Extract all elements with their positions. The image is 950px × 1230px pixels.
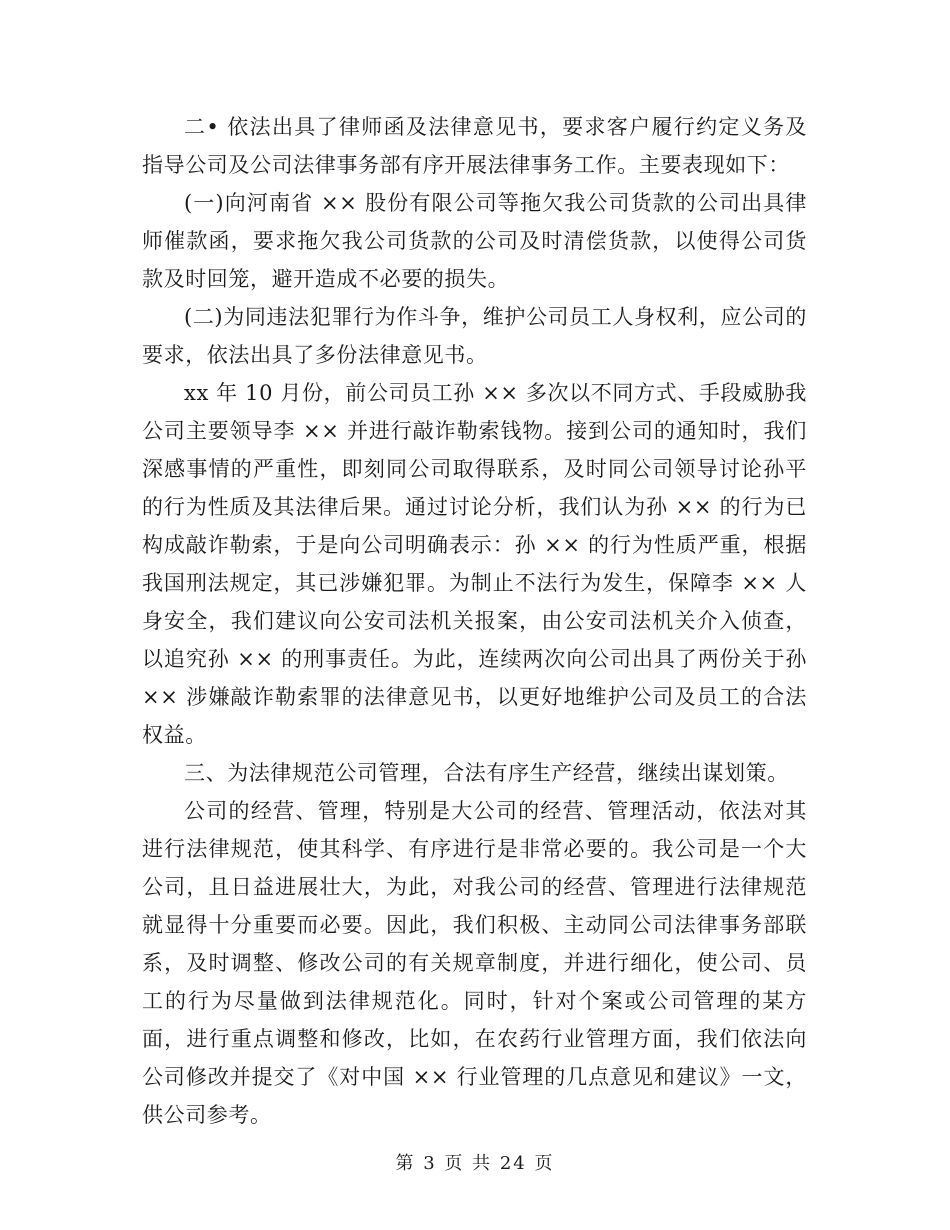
paragraph-section-three: 三、为法律规范公司管理，合法有序生产经营，继续出谋划策。 <box>184 761 789 785</box>
paragraph-item-one: (一)向河南省 ×× 股份有限公司等拖欠我公司货款的公司出具律师催款函，要求拖欠我公司货款的公司及时清偿货款，以使得公司货款及时回笼，避开造成不必要的损失。 <box>142 191 807 291</box>
paragraph-item-two: (二)为同违法犯罪行为作斗争，维护公司员工人身权利，应公司的要求，依法出具了多份法律意见书。 <box>142 305 807 367</box>
paragraph-case-detail: xx 年 10 月份，前公司员工孙 ×× 多次以不同方式、手段威胁我公司主要领导李 ×× 并进行敲诈勒索钱物。接到公司的通知时，我们深感事情的严重性，即刻同公司取得联系，及时同公司领导讨论孙平的行为性质及其法律后果。通过讨论分析，我们认为孙 ×× 的行为已构成敲诈勒索，于是向公司明确表示：孙 ×× 的行为性质严重，根据我国刑法规定，其已涉嫌犯罪。为制止不法行为发生，保障李 ×× 人身安全，我们建议向公安司法机关报案，由公安司法机关介入侦查，以追究孙 ×× 的刑事责任。为此，连续两次向公司出具了两份关于孙 ×× 涉嫌敲诈勒索罪的法律意见书，以更好地维护公司及员工的合法权益。 <box>142 381 807 747</box>
paragraph-management-detail: 公司的经营、管理，特别是大公司的经营、管理活动，依法对其进行法律规范，使其科学、有序进行是非常必要的。我公司是一个大公司，且日益进展壮大，为此，对我公司的经营、管理进行法律规范就显得十分重要而必要。因此，我们积极、主动同公司法律事务部联系，及时调整、修改公司的有关规章制度，并进行细化，使公司、员工的行为尽量做到法律规范化。同时，针对个案或公司管理的某方面，进行重点调整和修改，比如，在农药行业管理方面，我们依法向公司修改并提交了《对中国 ×× 行业管理的几点意见和建议》一文，供公司参考。 <box>142 799 807 1127</box>
paragraph-section-two: 二• 依法出具了律师函及法律意见书，要求客户履行约定义务及指导公司及公司法律事务部有序开展法律事务工作。主要表现如下： <box>142 115 807 177</box>
document-body <box>142 108 807 1134</box>
page-number-footer: 第 3 页 共 24 页 <box>395 1153 555 1174</box>
